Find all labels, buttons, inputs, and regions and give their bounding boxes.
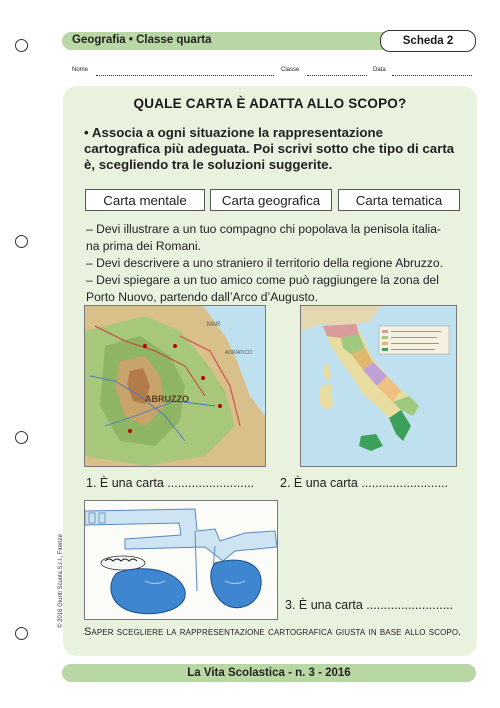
- binder-hole: [15, 627, 28, 640]
- sea-label: MAR: [207, 322, 221, 328]
- situation-line: – Devi spiegare a un tuo amico come può raggiungere la zona del: [86, 273, 439, 287]
- option-carta-mentale: Carta mentale: [85, 189, 205, 211]
- mental-map-drawing: [85, 501, 277, 619]
- ancient-italy-thematic-map: [300, 305, 457, 467]
- class-field[interactable]: [307, 75, 367, 76]
- abruzzo-map-drawing: [85, 306, 265, 466]
- binder-hole: [15, 235, 28, 248]
- date-label: Data: [373, 67, 386, 73]
- italy-map-drawing: [301, 306, 456, 466]
- binder-hole: [15, 431, 28, 444]
- situation-line: – Devi illustrare a un tuo compagno chi popolava la penisola italia-: [86, 222, 441, 236]
- sheet-number-badge: Scheda 2: [380, 30, 476, 52]
- class-label: Classe: [281, 67, 300, 73]
- situation-line: Porto Nuovo, partendo dall’Arco d’Augusto.: [86, 290, 318, 304]
- situations-list: [86, 221, 464, 306]
- region-label: ABRUZZO: [145, 394, 189, 404]
- copyright-note: © 2016 Giunti Scuola S.r.l., Firenze: [58, 534, 64, 628]
- answer-line-3[interactable]: 3. È una carta .........................: [285, 598, 454, 612]
- situation-line: – Devi descrivere a uno straniero il territorio della regione Abruzzo.: [86, 256, 443, 270]
- footer-bar: La Vita Scolastica - n. 3 - 2016: [62, 664, 476, 682]
- instructions-line: è, scegliendo tra le soluzioni suggerite.: [84, 157, 333, 172]
- abruzzo-physical-map: [84, 305, 266, 467]
- option-carta-tematica: Carta tematica: [338, 189, 460, 211]
- instructions-line: cartografica più adeguata. Poi scrivi sotto che tipo di carta: [84, 141, 455, 156]
- learning-objective: Saper scegliere la rappresentazione cartografica giusta in base allo scopo.: [84, 626, 462, 638]
- situation-line: na prima dei Romani.: [86, 239, 201, 253]
- instructions-line: • Associa a ogni situazione la rappresentazione: [84, 125, 383, 140]
- hand-drawn-mental-map: [84, 500, 278, 620]
- answer-line-2[interactable]: 2. È una carta .........................: [280, 476, 449, 490]
- sea-name-label: ADRIATICO: [225, 350, 252, 356]
- option-carta-geografica: Carta geografica: [210, 189, 332, 211]
- binder-hole: [15, 39, 28, 52]
- subject-title: Geografia • Classe quarta: [72, 34, 212, 46]
- name-label: Nome: [72, 67, 89, 73]
- instructions: [84, 125, 469, 173]
- date-field[interactable]: [392, 75, 472, 76]
- answer-line-1[interactable]: 1. È una carta .........................: [86, 476, 255, 490]
- exercise-title: QUALE CARTA È ADATTA ALLO SCOPO?: [133, 96, 407, 111]
- name-field[interactable]: [96, 75, 274, 76]
